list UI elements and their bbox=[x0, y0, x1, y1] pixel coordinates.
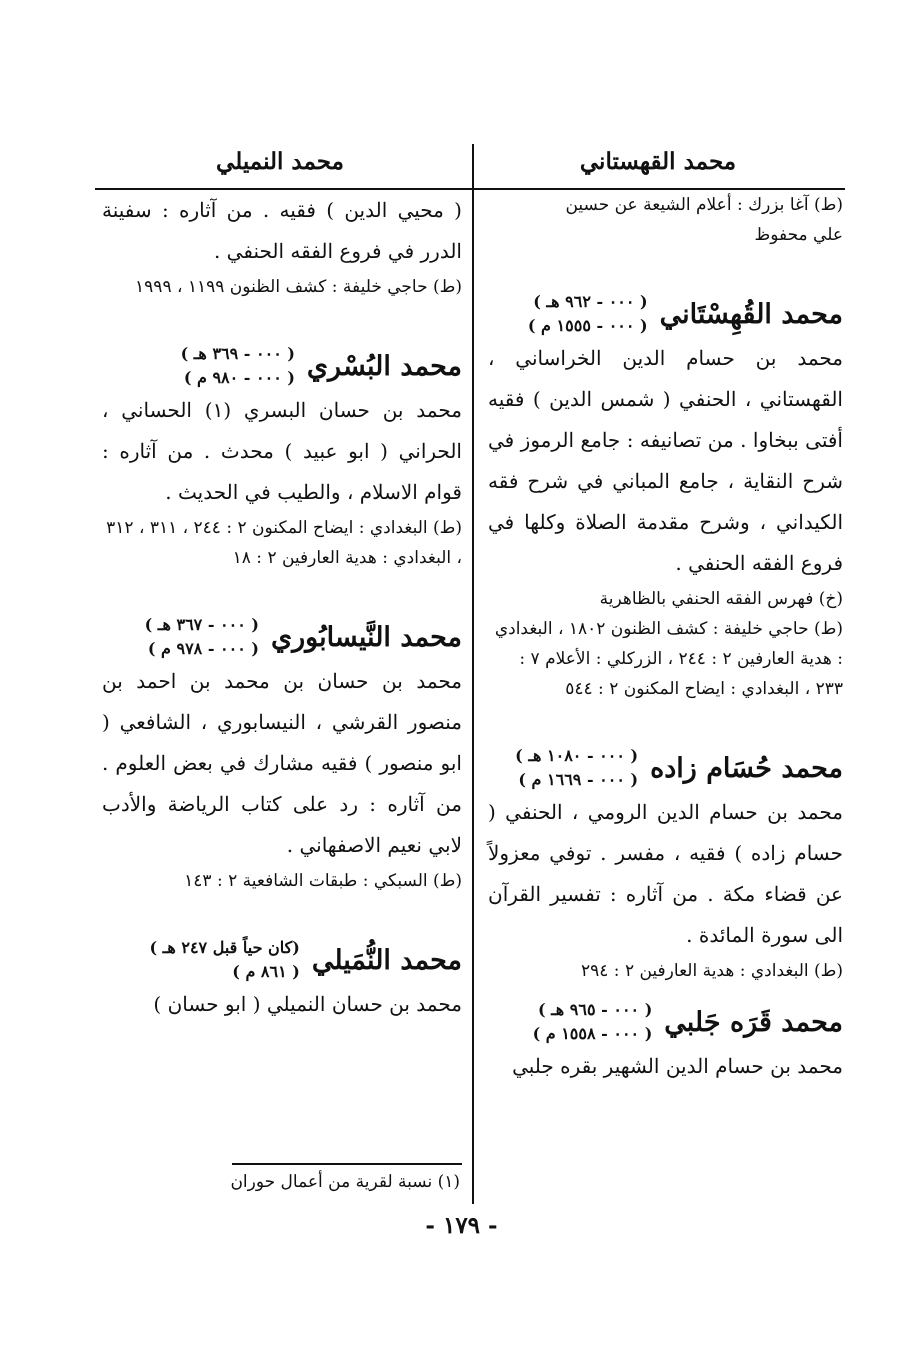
entry-heading bbox=[488, 998, 843, 1046]
entry-body: محمد بن حسان النميلي ( ابو حسان ) bbox=[153, 992, 462, 1016]
date-hijri: ( ٠٠٠ - ٣٦٧ هـ ) bbox=[144, 615, 259, 634]
entry-body: محمد بن حسام الدين الخراساني ، القهستاني ، الحنفي ( شمس الدين ) فقيه أفتى ببخاوا . من تصانيفه : جامع الرموز في شرح النقاية ، جامع المباني في شرح فقه الكيداني ، وشرح مقدمة الصلاة وكلها في فروع الفقه الحنفي . bbox=[488, 346, 843, 575]
entry-dates bbox=[515, 744, 638, 792]
continued-citation: (ط) آغا بزرك : أعلام الشيعة عن حسين bbox=[565, 195, 843, 215]
left-column bbox=[102, 190, 462, 1025]
date-gregorian: ( ٠٠٠ - ١٥٥٨ م ) bbox=[532, 1024, 653, 1043]
date-gregorian: ( ٠٠٠ - ٩٧٨ م ) bbox=[147, 639, 259, 658]
entry-name: محمد حُسَام زاده bbox=[650, 752, 843, 784]
date-gregorian: ( ٠٠٠ - ٩٨٠ م ) bbox=[183, 368, 295, 387]
continued-entry-body: ( محيي الدين ) فقيه . من آثاره : سفينة الدرر في فروع الفقه الحنفي . bbox=[102, 198, 462, 263]
page-number: - ١٧٩ - bbox=[425, 1212, 498, 1239]
entry-body: محمد بن حسان البسري (١) الحساني ، الحراني ( ابو عبيد ) محدث . من آثاره : قوام الاسلام ، والطيب في الحديث . bbox=[102, 398, 462, 504]
entry-body: محمد بن حسان بن محمد بن احمد بن منصور القرشي ، النيسابوري ، الشافعي ( ابو منصور ) فقيه مشارك في بعض العلوم . من آثاره : رد على كتاب الرياضة والأدب لابي نعيم الاصفهاني . bbox=[102, 669, 462, 857]
date-hijri: ( ٠٠٠ - ١٠٨٠ هـ ) bbox=[515, 746, 639, 765]
entry-dates bbox=[145, 613, 259, 661]
entry-citation-print: (ط) البغدادي : ايضاح المكنون ٢ : ٢٤٤ ، ٣١١ ، ٣١٢ ، البغدادي : هدية العارفين ٢ : ١٨ bbox=[106, 518, 462, 568]
entry-heading bbox=[102, 936, 462, 984]
entry-name: محمد القُهِسْتَاني bbox=[659, 298, 843, 330]
running-header-right: محمد القهستاني bbox=[579, 148, 737, 175]
footnote: (١) نسبة لقرية من أعمال حوران bbox=[230, 1172, 460, 1192]
entry-citation-print: (ط) البغدادي : هدية العارفين ٢ : ٢٩٤ bbox=[580, 961, 843, 981]
column-divider bbox=[472, 144, 474, 1204]
entry-name: محمد النُّمَيلي bbox=[311, 944, 462, 976]
entry-dates bbox=[150, 936, 300, 984]
entry-name: محمد النَّيسابُوري bbox=[270, 621, 462, 653]
entry-heading bbox=[488, 744, 843, 792]
date-gregorian: ( ٨٦١ م ) bbox=[232, 962, 300, 981]
entry-body: محمد بن حسام الدين الشهير بقره جلبي bbox=[512, 1054, 843, 1078]
entry-dates bbox=[181, 342, 295, 390]
entry-citation-print: (ط) حاجي خليفة : كشف الظنون ١٨٠٢ ، البغدادي : هدية العارفين ٢ : ٢٤٤ ، الزركلي : الأعلام ٧ : ٢٣٣ ، البغدادي : ايضاح المكنون ٢ : ٥٤٤ bbox=[494, 619, 843, 699]
entry-name: محمد البُسْري bbox=[306, 350, 462, 382]
entry-name: محمد قَرَه جَلبي bbox=[664, 1006, 843, 1038]
date-hijri: ( ٠٠٠ - ٩٦٥ هـ ) bbox=[537, 1000, 653, 1019]
date-hijri: ( ٠٠٠ - ٣٦٩ هـ ) bbox=[180, 344, 295, 363]
date-hijri: ( ٠٠٠ - ٩٦٢ هـ ) bbox=[533, 292, 648, 311]
entry-citation-print: (ط) السبكي : طبقات الشافعية ٢ : ١٤٣ bbox=[184, 871, 462, 891]
entry-dates bbox=[533, 998, 653, 1046]
date-gregorian: ( ٠٠٠ - ١٦٦٩ م ) bbox=[518, 770, 639, 789]
footnote-rule bbox=[232, 1163, 462, 1165]
continued-citation: (ط) حاجي خليفة : كشف الظنون ١١٩٩ ، ١٩٩٩ bbox=[135, 277, 462, 297]
entry-heading bbox=[102, 342, 462, 390]
entry-dates bbox=[528, 290, 648, 338]
running-header-left: محمد النميلي bbox=[216, 148, 344, 175]
continued-citation-2: علي محفوظ bbox=[754, 225, 843, 245]
date-hijri: (كان حياً قبل ٢٤٧ هـ ) bbox=[149, 938, 300, 957]
date-gregorian: ( ٠٠٠ - ١٥٥٥ م ) bbox=[527, 316, 648, 335]
right-column bbox=[488, 190, 843, 1087]
entry-body: محمد بن حسام الدين الرومي ، الحنفي ( حسام زاده ) فقيه ، مفسر . توفي معزولاً عن قضاء مكة . من آثاره : تفسير القرآن الى سورة المائدة . bbox=[488, 800, 843, 947]
entry-heading bbox=[102, 613, 462, 661]
entry-heading bbox=[488, 290, 843, 338]
entry-citation-manuscript: (خ) فهرس الفقه الحنفي بالظاهرية bbox=[599, 589, 843, 609]
